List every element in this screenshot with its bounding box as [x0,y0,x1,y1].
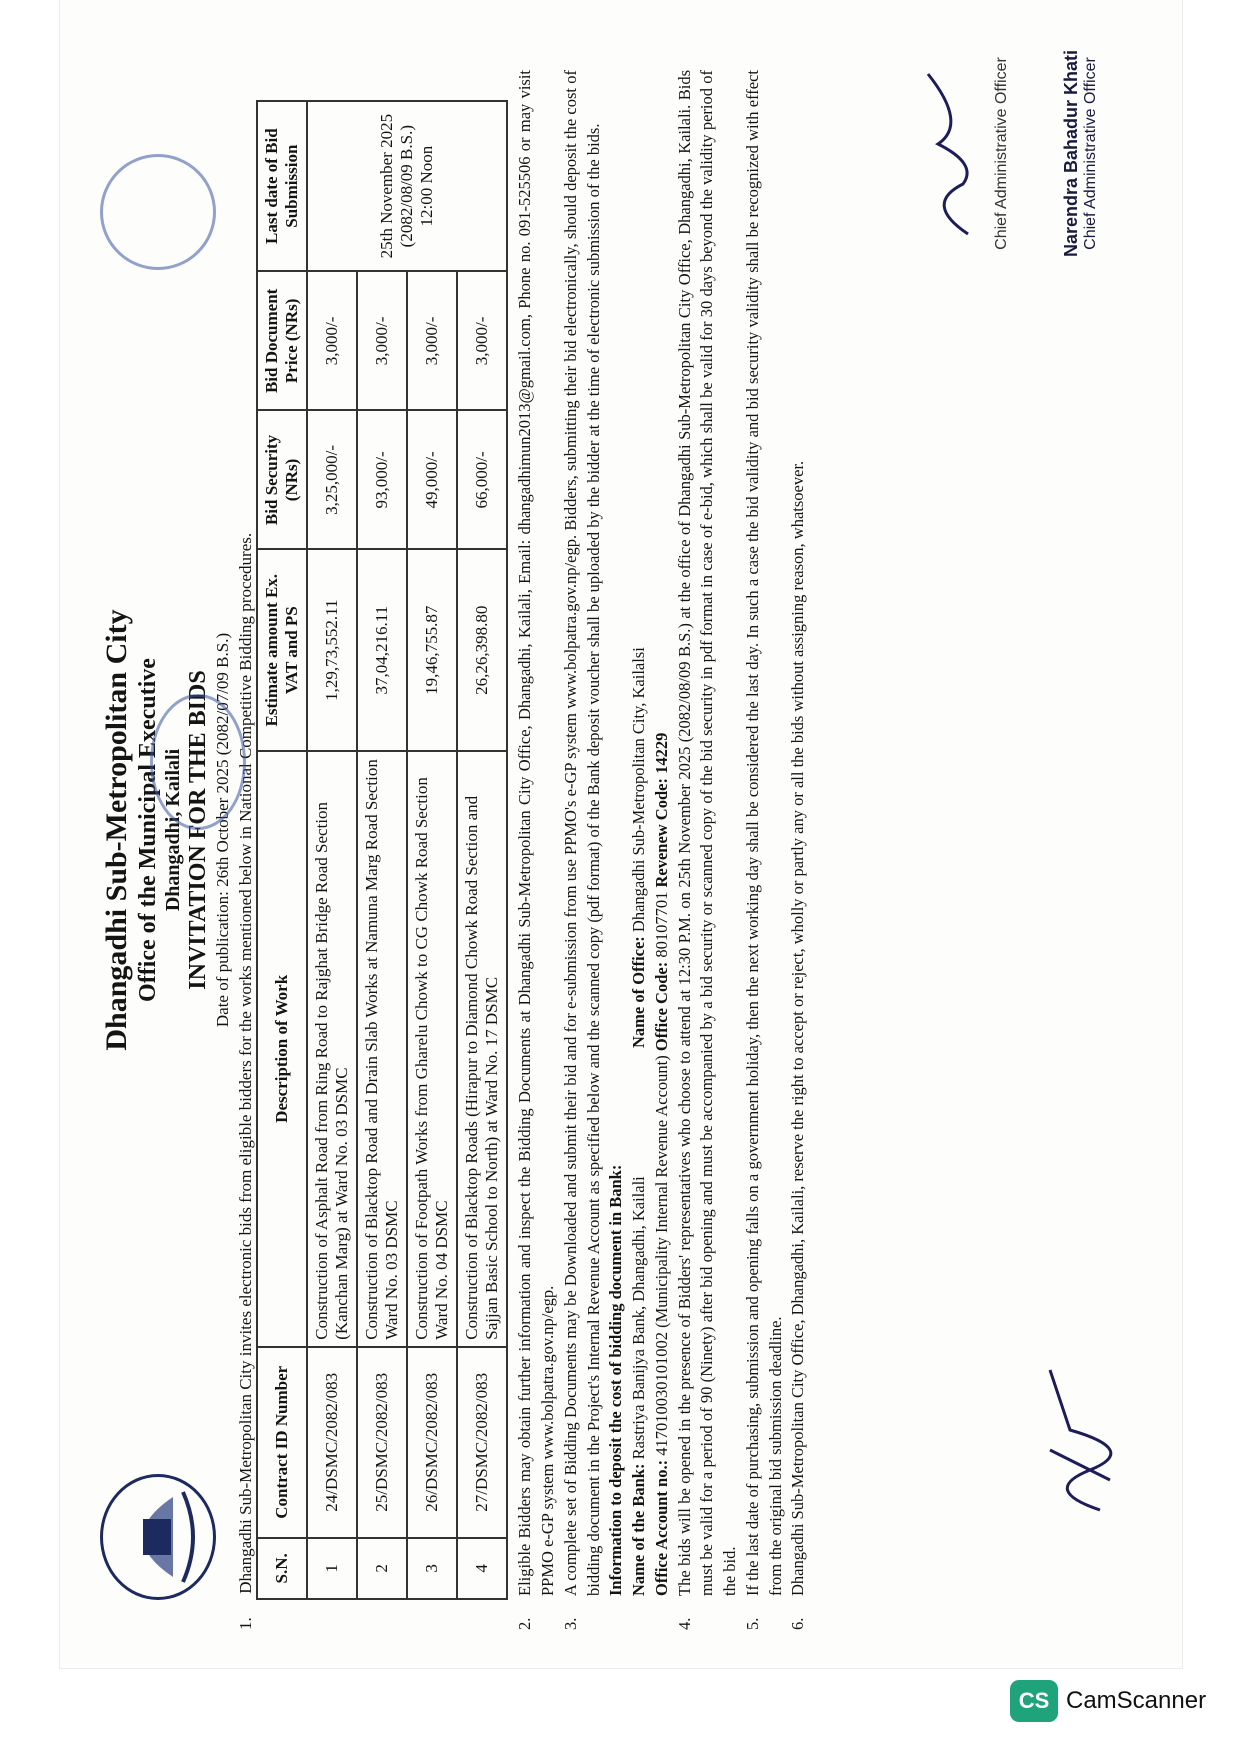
row-estimate: 37,04,216.11 [357,550,407,751]
camscanner-logo-icon: CS [1010,1680,1058,1722]
municipal-emblem-logo [100,1474,216,1600]
table-row [307,101,357,1599]
publication-date: Date of publication: 26th October 2025 (2082/07/09 B.S.) [212,632,232,1028]
term-5 [742,70,788,1630]
office-seal [150,694,246,830]
row-sn: 1 [307,1538,357,1599]
left-handwritten-signature [1030,1360,1120,1520]
term-text: The bids will be opened in the presence of Bidders' representatives who choose to attend at 12:30 P.M. on 25th November 2025 (2082/08/09 B.S.) at the office of Dhangadhi Sub-Metropolitan City Office, Dhangadhi, Kailali. Bids must be valid for a period of 90 (Ninety) after bid opening and must be accompanied by a bid security or scanned copy of the bid security in pdf format in case of e-bid, which shall be valid for 30 days beyond the validity period of the bid. [674,70,740,1596]
row-contract-id: 27/DSMC/2082/083 [457,1347,507,1538]
row-doc-price: 3,000/- [457,271,507,410]
term-2 [514,70,560,1630]
account-label: Office Account no.: [651,1459,671,1596]
officer-signature-block [918,50,1100,257]
row-sn: 3 [407,1538,457,1599]
term-number: 2. [515,1617,535,1630]
office-seal-right [100,154,216,270]
row-estimate: 26,26,398.80 [457,550,507,751]
camscanner-label: CamScanner [1066,1687,1207,1714]
office-code-value: 80107701 [651,891,671,958]
row-sn: 2 [357,1538,407,1599]
col-bid-security: Bid Security (NRs) [257,410,307,549]
office-code-label: Office Code: [651,961,671,1052]
row-doc-price: 3,000/- [357,271,407,410]
bank-info [605,70,673,1596]
term-text: If the last date of purchasing, submission and opening falls on a government holiday, then the next working day shall be considered the last day. In such a case the bid validity and bid security validity shall be recognized with effect from the original bid submission deadline. [742,70,785,1596]
signature-line-title: Chief Administrative Officer [993,57,1010,250]
account-value: 417010030101002 (Municipality Internal Revenue Account) [651,1055,671,1456]
term-3 [560,70,606,1630]
rotated-notice [100,20,1140,1640]
term-number: 3. [560,1617,580,1630]
row-bid-security: 49,000/- [407,410,457,549]
row-description: Construction of Blacktop Road and Drain Slab Works at Namuna Marg Road Section Ward No. 03 DSMC [357,751,407,1347]
row-description: Construction of Blacktop Roads (Hirapur to Diamond Chowk Road Section and Sajjan Basic School to North) at Ward No. 17 DSMC [457,751,507,1347]
term-number: 6. [788,1617,808,1630]
row-bid-security: 3,25,000/- [307,410,357,549]
row-estimate: 1,29,73,552.11 [307,550,357,751]
term-number: 4. [674,1617,694,1630]
last-date-cell: 25th November 2025 (2082/08/09 B.S.) 12:00 Noon [307,101,507,271]
bank-info-title: Information to deposit the cost of bidding document in Bank: [606,1164,626,1596]
office-name: Office of the Municipal Executive [134,658,161,1002]
term-text: Dhangadhi Sub-Metropolitan City Office, Dhangadhi, Kailali, reserve the right to accept or reject, wholly or partly any or all the bids without assigning reason, whatsoever. [788,460,808,1596]
row-contract-id: 26/DSMC/2082/083 [407,1347,457,1538]
invitation-statement [236,20,256,1630]
term-number: 5. [742,1617,762,1630]
revenue-code-value: 14229 [651,732,671,774]
item-number: 1. [236,1617,256,1630]
col-description: Description of Work [257,751,307,1347]
notice-title: INVITATION FOR THE BIDS [185,670,212,990]
row-description: Construction of Footpath Works from Gharelu Chowk to CG Chowk Road Section Ward No. 04 DSMC [407,751,457,1347]
officer-name: Narendra Bahadur Khati [1061,50,1081,258]
works-table [256,100,508,1600]
row-description: Construction of Asphalt Road from Ring Road to Rajghat Bridge Road Section (Kanchan Marg) at Ward No. 03 DSMC [307,751,357,1347]
row-doc-price: 3,000/- [307,271,357,410]
table-row [457,101,507,1599]
office-name-value: Dhangadhi Sub-Metropolitan City, Kailalsi [629,647,649,933]
table-header-row [257,101,307,1599]
office-location: Dhangadhi, Kailali [162,748,185,912]
row-estimate: 19,46,755.87 [407,550,457,751]
term-text: A complete set of Bidding Documents may be Downloaded and submit their bid and for e-submission from use PPMO's e-GP system www.bolpatra.gov.np/egp. Bidders, submitting their bid electronically, should deposit the cost of bidding document in the Project's Internal Revenue Account as specified below and the scanned copy (pdf format) of the Bank deposit voucher shall be uploaded by the bidder at the time of electronic submission of the bids. [560,70,603,1596]
notice-terms [514,70,810,1630]
row-sn: 4 [457,1538,507,1599]
officer-signature [918,64,988,244]
col-doc-price: Bid Document Price (NRs) [257,271,307,410]
camscanner-watermark [1010,1680,1206,1722]
table-row [357,101,407,1599]
col-last-date: Last date of Bid Submission [257,101,307,271]
row-doc-price: 3,000/- [407,271,457,410]
row-contract-id: 25/DSMC/2082/083 [357,1347,407,1538]
office-name-label: Name of Office: [629,936,649,1048]
bank-name-label: Name of the Bank: [629,1463,649,1596]
term-6 [787,70,810,1630]
invitation-text: Dhangadhi Sub-Metropolitan City invites electronic bids from eligible bidders for the works mentioned below in National Competitive Bidding procedures. [236,532,256,1594]
col-sn: S.N. [257,1538,307,1599]
row-bid-security: 93,000/- [357,410,407,549]
row-bid-security: 66,000/- [457,410,507,549]
scanned-page [60,0,1182,1668]
revenue-code-label: Revenew Code: [651,778,671,888]
city-name: Dhangadhi Sub-Metropolitan City [100,609,133,1051]
row-contract-id: 24/DSMC/2082/083 [307,1347,357,1538]
bank-name: Rastriya Banijya Bank, Dhangadhi, Kailali [629,1176,649,1460]
col-contract-id: Contract ID Number [257,1347,307,1538]
col-estimate: Estimate amount Ex. VAT and PS [257,550,307,751]
officer-title: Chief Administrative Officer [1082,57,1099,250]
term-4 [674,70,742,1630]
term-text: Eligible Bidders may obtain further information and inspect the Bidding Documents at Dhangadhi Sub-Metropolitan City Office, Dhangadhi, Kailali, Email: dhangadhimun2013@gmail.com, Phone no. 091-525506 or may visit PPMO e-GP system www.bolpatra.gov.np/egp. [515,70,557,1596]
table-row [407,101,457,1599]
